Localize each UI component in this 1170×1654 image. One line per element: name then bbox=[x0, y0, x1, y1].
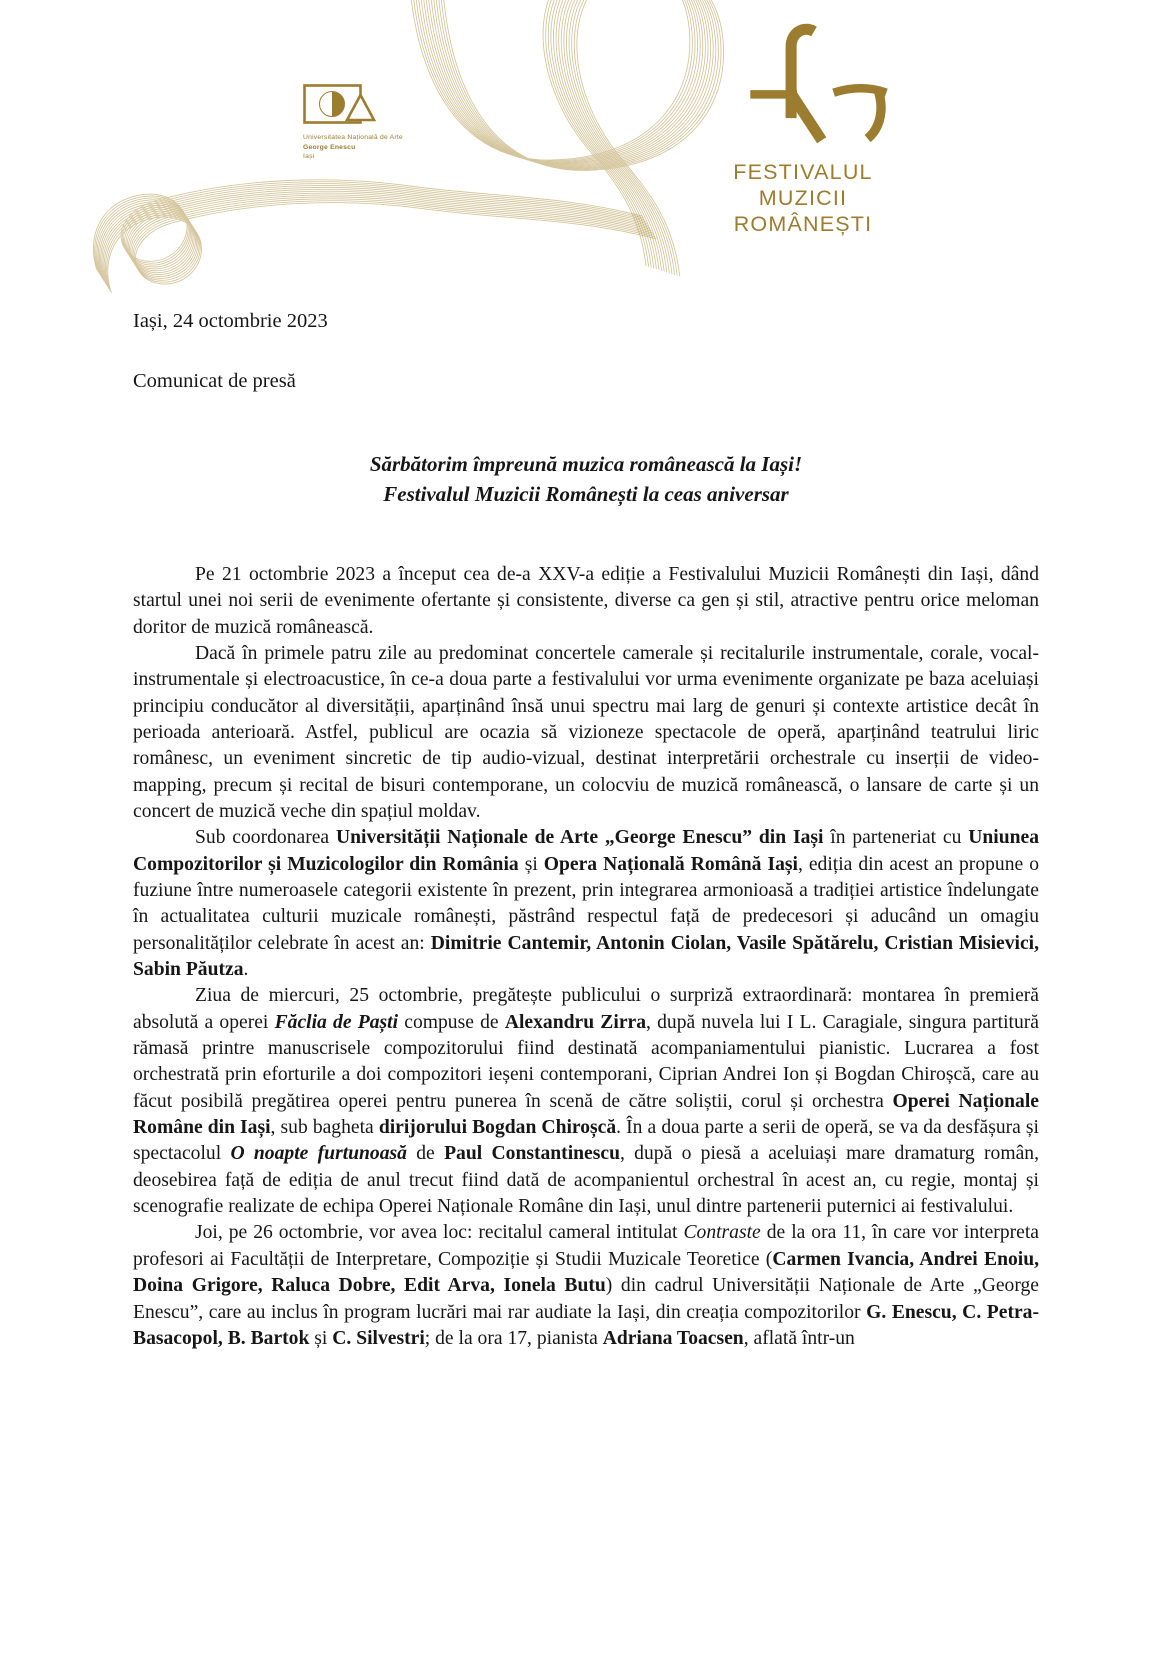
body-paragraph: Ziua de miercuri, 25 octombrie, pregătește publicului o surpriză extraordinară: montarea în premieră absolută a operei Făclia de Paști compuse de Alexandru Zirra, după nuvela lui I L. Caragiale, singura partitură rămasă printre manuscrisele compozitorului fiind destinată acompaniamentului pianistic. Lucrarea a fost orchestrată prin eforturile a doi compozitori ieșeni contemporani, Ciprian Andrei Ion și Bogdan Chiroșcă, care au făcut posibilă pregătirea operei pentru punerea în scenă de către soliștii, corul și orchestra Operei Naționale Române din Iași, sub bagheta dirijorului Bogdan Chiroșcă. În a doua parte a serii de operă, se va da desfășura și spectacolul O noapte furtunoasă de Paul Constantinescu, după o piesă a aceluiași mare dramaturg român, deosebirea față de ediția de anul trecut fiind dată de acompanientul orchestral în acest an, cu regie, montaj și scenografie realizate de echipa Operei Naționale Române din Iași, unul dintre partenerii puternici ai festivalului. bbox=[133, 985, 1040, 1218]
ribbon-ornament bbox=[0, 0, 1170, 310]
festival-logo bbox=[688, 16, 918, 237]
title-line1: Sărbătorim împreună muzica românească la Iași! bbox=[369, 452, 803, 476]
press-release-title bbox=[133, 449, 1039, 510]
university-logo-icon bbox=[303, 84, 379, 126]
festival-name-line1: FESTIVALUL bbox=[733, 160, 873, 184]
dateline: Iași, 24 octombrie 2023 bbox=[133, 310, 328, 332]
document-content bbox=[133, 310, 1039, 1352]
body-paragraph: Sub coordonarea Universității Naționale de Arte „George Enescu” din Iași în parteneriat cu Uniunea Compozitorilor și Muzicologilor din România și Opera Națională Română Iași, ediția din acest an propune o fuziune între numeroasele categorii existente în prezent, prin integrarea armonioasă a tradiției artistice îndelungate în actualitatea culturii muzicale românești, păstrând respectul față de predecesori și aducând un omagiu personalităților celebrate în acest an: Dimitrie Cantemir, Antonin Ciolan, Vasile Spătărelu, Cristian Misievici, Sabin Păutza. bbox=[133, 827, 1039, 981]
university-name-line3: Iași bbox=[303, 153, 315, 161]
university-name-line2: George Enescu bbox=[303, 143, 356, 151]
festival-name-line2: MUZICII bbox=[758, 185, 848, 210]
university-name-line1: Universitatea Națională de Arte bbox=[303, 134, 403, 141]
festival-name-line3: ROMÂNEȘTI bbox=[733, 211, 873, 236]
press-release-body bbox=[133, 562, 1039, 1352]
document-type-label: Comunicat de presă bbox=[133, 370, 296, 392]
festival-logo-icon bbox=[718, 16, 888, 154]
body-paragraph: Dacă în primele patru zile au predominat concertele camerale și recitalurile instrumentale, corale, vocal-instrumentale și electroacustice, în ce-a doua parte a festivalului vor urma evenimente organizate pe baza aceluiași principiu conducător al diversității, aparținând însă unui spectru mai larg de genuri și contexte artistice decât în perioada anterioară. Astfel, publicul are ocazia să vizioneze spectacole de operă, aparținând teatrului liric românesc, un eveniment sincretic de tip audio-vizual, destinat interpretării orchestrale cu inserții de video-mapping, precum și recital de bisuri contemporane, un colocviu de muzică românească, o lansare de carte și un concert de muzică veche din spațiul moldav. bbox=[133, 642, 1039, 822]
body-paragraph: Joi, pe 26 octombrie, vor avea loc: recitalul cameral intitulat Contraste de la ora 11, în care vor interpreta profesori ai Facultății de Interpretare, Compoziție și Studii Muzicale Teoretice (Carmen Ivancia, Andrei Enoiu, Doina Grigore, Raluca Dobre, Edit Arva, Ionela Butu) din cadrul Universității Naționale de Arte „George Enescu”, care au inclus în program lucrări mai rar audiate la Iași, din creația compozitorilor G. Enescu, C. Petra-Basacopol, B. Bartok și C. Silvestri; de la ora 17, pianista Adriana Toacsen, aflată într-un bbox=[133, 1222, 1039, 1349]
university-logo bbox=[303, 84, 503, 162]
body-paragraph: Pe 21 octombrie 2023 a început cea de-a XXV-a ediție a Festivalului Muzicii Românești din Iași, dând startul unei noi serii de evenimente ofertante și consistente, diverse ca gen și stil, atractive pentru orice meloman doritor de muzică românească. bbox=[133, 563, 1039, 638]
title-line2: Festivalul Muzicii Românești la ceas aniversar bbox=[383, 482, 789, 507]
